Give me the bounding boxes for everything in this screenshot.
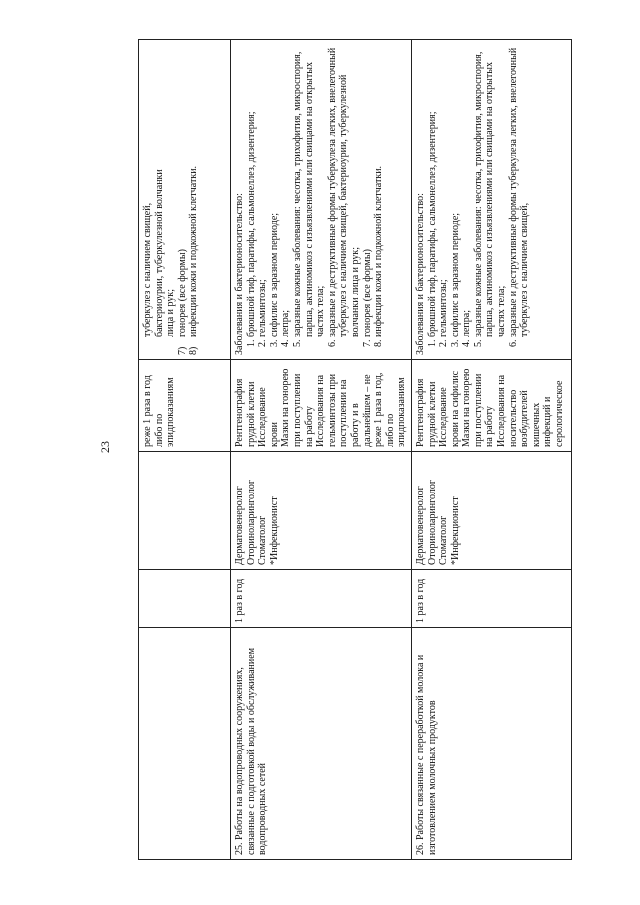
condition-item: 6. заразные и деструктивные формы туберкулеза легких, внелегочный туберкулез с наличием свищей, бактериоурии, туберкулезной волчанки лица и рук; xyxy=(327,44,362,337)
study-item: Мазки на гонорею при поступлении на работу xyxy=(280,368,315,447)
table-row xyxy=(139,40,231,860)
condition-item: 3. сифилис в заразном периоде; xyxy=(450,44,462,337)
specialist-item: *Инфекционист xyxy=(449,496,461,565)
conditions-list xyxy=(246,44,385,355)
conditions-intro: Заболевания и бактерионосительство: xyxy=(234,193,245,355)
study-item: Исследование крови на сифилис xyxy=(438,370,461,447)
specialist-item: Стоматолог xyxy=(257,515,269,565)
condition-item: 7. гонорея (все формы) xyxy=(362,44,374,337)
specialist-item: Оториноларинголог xyxy=(245,480,257,565)
studies-cell xyxy=(411,360,571,452)
condition-item: 1. брюшной тиф, паратифы, сальмонеллез, дизентерия; xyxy=(427,44,439,337)
rotated-page-content xyxy=(138,40,566,860)
conditions-cell xyxy=(139,40,231,360)
medical-requirements-table xyxy=(138,39,572,860)
specialist-item: Стоматолог xyxy=(438,515,450,565)
table-row xyxy=(411,40,571,860)
study-item: Рентгенография грудной клетки xyxy=(414,378,438,447)
table-row xyxy=(231,40,412,860)
condition-item: 2. гельминтозы; xyxy=(438,44,450,337)
study-item: Мазки на гонорею при поступлении на работу xyxy=(461,368,496,447)
condition-item: 5. заразные кожные заболевания: чесотка, трихофития, микроспория, парша, актиномикоз с изъязвлениями или свищами на открытых частях тела; xyxy=(292,44,327,337)
studies-cell: реже 1 раза в год либо по эпидпоказаниям xyxy=(139,360,231,452)
page-number: 23 xyxy=(98,441,112,453)
specialist-item: Дерматовенеролог xyxy=(414,486,426,565)
specialists-cell xyxy=(411,452,571,570)
condition-continuation-line: лица и рук; xyxy=(165,289,177,337)
condition-item: 4. лепра; xyxy=(461,44,473,337)
studies-cell xyxy=(231,360,412,452)
study-item: Рентгенография грудной клетки xyxy=(234,378,257,447)
study-item: Исследования на носительство возбудителей кишечных инфекций и серологическое xyxy=(496,374,566,447)
specialist-item: *Инфекционист xyxy=(268,496,280,565)
condition-continuation-line: туберкулез с наличием свищей, xyxy=(142,202,153,337)
work-cell: 26. Работы связанные с переработкой молока и изготовлением молочных продуктов xyxy=(411,628,571,860)
condition-item: 8. инфекции кожи и подкожной клетчатки. xyxy=(373,44,385,337)
specialists-cell xyxy=(231,452,412,570)
condition-item: 7)гонорея (все формы) xyxy=(176,249,188,355)
condition-item: 3. сифилис в заразном периоде; xyxy=(269,44,281,337)
condition-item: 8)инфекции кожи и подкожной клетчатки. xyxy=(188,165,200,355)
condition-continuation-line: бактериоурии, туберкулезной волчанки xyxy=(153,169,165,337)
periodicity-cell: 1 раз в год xyxy=(231,570,412,628)
study-item: Исследования на гельминтозы при поступлении на работу и в дальнейшем – не реже 1 раза в год, либо по эпидпоказаниям xyxy=(315,372,408,447)
specialists-cell xyxy=(139,452,231,570)
conditions-list xyxy=(427,44,531,355)
periodicity-cell: 1 раз в год xyxy=(411,570,571,628)
specialist-item: Дерматовенеролог xyxy=(234,486,245,565)
work-cell xyxy=(139,628,231,860)
condition-item: 5. заразные кожные заболевания: чесотка, трихофития, микроспория, парша, актиномикоз с изъязвлениями или свищами на открытых частях тела; xyxy=(473,44,508,337)
conditions-intro: Заболевания и бактерионосительство: xyxy=(414,193,426,355)
specialist-item: Оториноларинголог xyxy=(426,480,438,565)
conditions-cell xyxy=(411,40,571,360)
study-item: Исследование крови xyxy=(257,387,280,447)
work-cell: 25. Работы на водопроводных сооружениях, связанные с подготовкой воды и обслуживанием водопроводных сетей xyxy=(231,628,412,860)
condition-item: 4. лепра; xyxy=(280,44,292,337)
condition-item: 6. заразные и деструктивные формы туберкулеза легких, внелегочный туберкулез с наличием свищей, xyxy=(508,44,531,337)
condition-item: 2. гельминтозы; xyxy=(257,44,269,337)
periodicity-cell xyxy=(139,570,231,628)
condition-item: 1. брюшной тиф, паратифы, сальмонеллез, дизентерия; xyxy=(246,44,258,337)
conditions-cell xyxy=(231,40,412,360)
